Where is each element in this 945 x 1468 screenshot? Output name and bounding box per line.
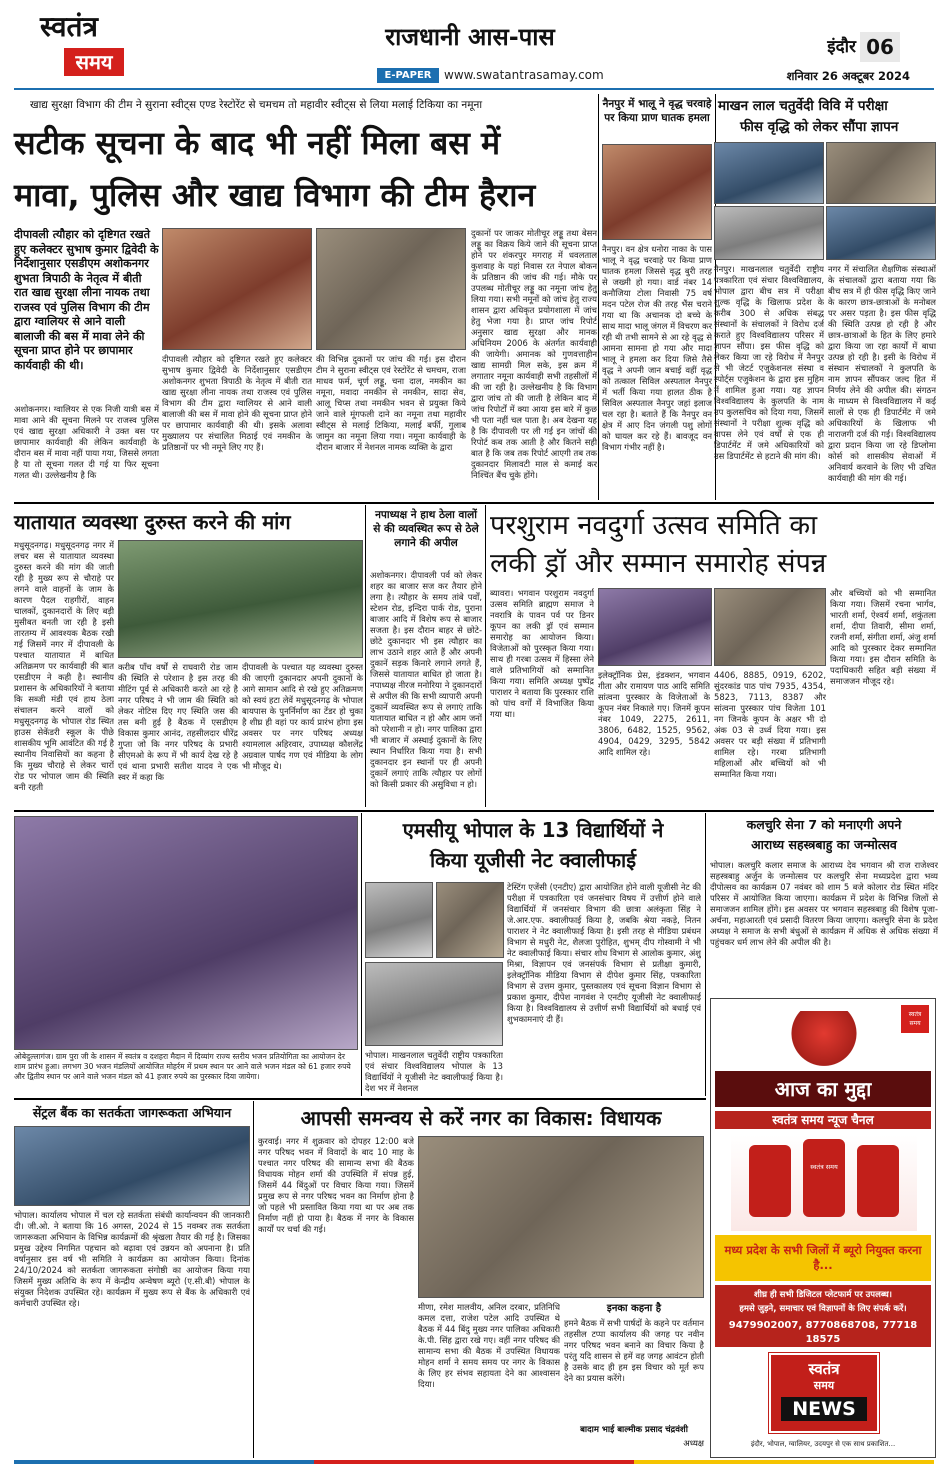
- divider-v1: [598, 94, 599, 500]
- vidhayak-headline: आपसी समन्वय से करें नगर का विकास: विधायक: [300, 1106, 662, 1130]
- makhanlal-col-2: नगर में संचालित शैक्षणिक संस्थाओं के संचालकों द्वारा बताया गया कि बीच सत्र में ही फीस वृद्धि किए जाने के कारण छात्र-छात्राओं के मनोबल पर असर पड़ता है। इस फीस वृद्धि की स्थिति उत्पन्न हो रही है और छात्र-छात्राओं के हित के लिए हमारे द्वारा किया जा रहा कार्यों में बाधा उत्पन्न हो रही है। इसी के विरोध में संस्थान संचालकों ने कुलपति के नाम ज्ञापन सौंपकर जल्द हित में निर्णय लेने की अपील की। संगठन के माध्यम से विश्वविद्यालय में कई सालों से एक ही डिपार्टमेंट में जमे अधिकारियों के खिलाफ भी नाराजगी दर्ज की गई। विश्वविद्यालय द्वारा प्रदान किया जा रहे डिप्लोमा कोर्स को शासकीय सेवाओं में अनिवार्य करवाने के लिए भी उचित कार्यवाही की मांग की गई।: [828, 264, 936, 483]
- makhanlal-photo-2: [826, 142, 936, 204]
- mcu-photo-3: [365, 962, 503, 1046]
- ad-title: आज का मुद्दा: [715, 1071, 931, 1107]
- parshuram-col-2: इलेक्ट्रॉनिक प्रेस, इंडक्शन, भगवान गीता और रामायण पाठ आदि समिति सांत्वना पुरस्कार के विजेताओं के कूपन नंबर निकाले गए। जिनमें कूपन नंबर 1049, 2275, 2611, 3806, 6482, 1525, 9562, 4904, 0429, 3295, 5842 आदि शामिल रहे।: [598, 670, 710, 757]
- makhanlal-photo-4: [826, 206, 936, 260]
- parshuram-headline-2: लकी ड्रॉ और सम्मान समारोह संपन्न: [490, 548, 827, 579]
- central-bank-headline: सेंट्रल बैंक का सतर्कता जागरूकता अभियान: [32, 1105, 232, 1120]
- website-link[interactable]: www.swatantrasamay.com: [444, 68, 604, 82]
- divider-h1: [14, 502, 934, 504]
- ad-footer: इंदौर, भोपाल, ग्वालियर, उदयपुर से एक साथ प्रकाशित...: [750, 1440, 896, 1448]
- divider-h3: [14, 1098, 706, 1100]
- lead-intro: दीपावली त्यौहार को दृष्टिगत रखते हुए कलेक्टर सुभाष कुमार द्विवेदी के निर्देशानुसार एसडीएम अशोकनगर शुभता त्रिपाठी के नेतृत्व में बीती रात खाद्य सुरक्षा लीना नायक तथा राजस्व एवं पुलिस विभाग की टीम द्वारा ग्वालियर से आने वाली बालाजी की बस में मावा लेने की सूचना प्राप्त होने पर छापामार कार्यवाही की थी।: [14, 228, 159, 372]
- traffic-col-1: मधुसूदनगढ़। मधुसूदनगढ़ नगर में लचर बस से यातायात व्यवस्था दुरुस्त करने की मांग की जाती रही है मुख्य रूप से चौराहे पर लगने वाले वाहनों के जाम के कारण पैदल राहगीरों, वाहन चालकों, दुकानदारों के लिए बड़ी मुसीबत बनती जा रही है इसी तारतम्य में आवश्यक बैठक रखी गई जिसमें नगर में दीपावली के पश्चात यातायात में बाधित अतिक्रमण पर कार्यवाही की बात एसडीएम ने कही है। स्थानीय प्रशासन के अधिकारियों ने बताया कि सब्जी मंडी एवं हाथ ठेला संचालन करने वालों को मधुसूदनगढ़ के भोपाल रोड स्थित हाउस सेकेंडरी स्कूल के पीछे शासकीय भूमि आवंटित की गई है स्थानीय निवासियों का कहना है कि मुख्य चौराहे से लेकर चारों रोड पर भोपाल जाम की स्थिति बनी रहती: [14, 540, 114, 792]
- ad-mic-2: [803, 1139, 845, 1217]
- traffic-col-2: करीब पाँच वर्षों से राघवारी रोड जाम की स्थिति से परेशान है इस तरह की मीटिंग पूर्व से अधिकारी करते आ रहे है नगर परिषद ने भी जाम की स्थिति को लेकर नोटिस दिए गए स्थिति जस की तस बनी हुई है बैठक में एसडीएम विकास कुमार आनंद, तहसीलदार धीरेंद्र गुप्ता जो कि नगर परिषद के प्रभारी सीएमओ के रूप में भी कार्य देख रहे है एवं थाना प्रभारी सतीश यादव ने एक स्वर में कहा कि: [118, 662, 238, 782]
- ad-banner: मध्य प्रदेश के सभी जिलों में ब्यूरो नियुक्त करना है...: [715, 1235, 931, 1281]
- thela-headline: नपाध्यक्ष ने हाथ ठेला वालों से की व्यवस्थित रूप से ठेले लगाने की अपील: [373, 509, 479, 549]
- bottom-bar-right: [634, 1460, 934, 1464]
- logo-bottom: समय: [64, 48, 124, 76]
- divider-h2: [14, 810, 934, 812]
- lead-col-1: अशोकनगर। ग्वालियर से एक निजी यात्री बस में मावा आने की सूचना मिलने पर राजस्व पुलिस एवं खाद्य सुरक्षा अधिकारी ने उक्त बस पर छापामार कार्यवाही की लेकिन कार्यवाही के दौरान बस में मावा नहीं पाया गया, जिससे लगता है या तो सूचना गलत दी गई या फिर सूचना गलत थी। उल्लेखनीय है कि: [14, 404, 159, 480]
- section-title: राजधानी आस-पास: [385, 23, 555, 51]
- epaper-badge[interactable]: E-PAPER: [377, 68, 439, 83]
- mcu-headline-2: किया यूजीसी नेट क्वालीफाई: [429, 848, 637, 872]
- ad-cta-1: शीघ्र ही सभी डिजिटल प्लेटफार्म पर उपलब्ध।: [753, 1290, 893, 1300]
- traffic-photo: [118, 540, 363, 658]
- parshuram-col-3: 4406, 8885, 0919, 6202, सुंदरकांड पाठ पांच 7935, 4354, 5823, 7113, 8387 और सांत्वना पुरस्कार पांच विजेता 101 नग जिनके कूपन के अक्षर भी दो अंक 03 से उर्ध्व दिया गया। इस अवसर पर बड़ी संख्या में प्रतिभागी शामिल रहे। गरबा प्रतिभागी महिलाओं और बच्चियों को भी सम्मानित किया गया।: [714, 670, 826, 779]
- makhanlal-photo-3: [714, 206, 824, 260]
- logo-top: स्वतंत्र: [40, 10, 98, 43]
- ad-fist-graphic: [776, 1011, 872, 1067]
- mcu-photo-2: [436, 882, 504, 958]
- ad-phones[interactable]: 9479902007, 8770868708, 77718 18575: [728, 1320, 918, 1345]
- makhanlal-col-1: नैनपुर। माखनलाल चतुर्वेदी राष्ट्रीय पत्रकारिता एवं संचार विश्वविद्यालय, भोपाल द्वारा बीच सत्र में परीक्षा शुल्क वृद्धि के खिलाफ प्रदेश के करीब 300 से अधिक संबद्ध संस्थानों के संचालकों ने विरोध दर्ज कराते हुए विश्वविद्यालय परिसर में ज्ञापन सौंपा। इस फीस वृद्धि को लेकर किया जा रहे विरोध में नैनपुर से भी जेटर्ट एजुकेशनल संस्था व स्पोर्ट्स एजुकेशन के द्वारा इस मुहिम में शामिल हुआ गया। यह ज्ञापन विश्वविद्यालय के कुलपति के नाम उप कुलसचिव को दिया गया, जिसमें संस्थानों ने परीक्षा शुल्क वृद्धि को वापस लेने एवं वर्षों से एक ही डिपार्टमेंट में जमे अधिकारियों को उस डिपार्टमेंट से हटाने की मांग की।: [714, 264, 824, 461]
- masthead-rule: [14, 88, 934, 90]
- mcu-headline-1: एमसीयू भोपाल के 13 विद्यार्थियों ने: [402, 818, 664, 842]
- lead-col-2: दीपावली त्यौहार को दृष्टिगत रखते हुए कलेक्टर सुभाष कुमार द्विवेदी के निर्देशानुसार एसडीएम अशोकनगर शुभता त्रिपाठी के नेतृत्व में बीती रात खाद्य सुरक्षा लीना नायक तथा राजस्व एवं पुलिस विभाग की टीम द्वारा ग्वालियर से आने वाली बालाजी की बस में मावा होने की सूचना प्राप्त होने पर छापामार कार्यवाही की थी। इसके अलावा मुख्यालय पर संचालित मिठाई एवं नमकीन के प्रतिष्ठानों पर भी नमूने लिए गए हैं।: [162, 354, 312, 452]
- parshuram-photo-1: [598, 588, 712, 666]
- bottom-bar-left: [14, 1460, 314, 1464]
- divider-v3: [365, 505, 366, 807]
- traffic-headline: यातायात व्यवस्था दुरुस्त करने की मांग: [14, 510, 291, 534]
- divider-v5: [361, 813, 362, 1096]
- lead-headline-1: सटीक सूचना के बाद भी नहीं मिला बस में: [14, 124, 501, 162]
- ad-cta-2: हमसे जुड़ने, समाचार एवं विज्ञापनों के लिए संपर्क करें।: [739, 1304, 907, 1314]
- makhanlal-headline-1: माखन लाल चतुर्वेदी विवि में परीक्षा: [718, 98, 888, 114]
- bear-body: नैनपुर। वन क्षेत्र धनोरा नाका के पास भालू ने वृद्ध चरवाहे पर किया प्राण घातक हमला जिससे वृद्ध बुरी तरह से जख्मी हो गया। वार्ड नंबर 14 कनौजिया टोला निवासी 75 वर्ष मदन पटेल रोज की तरह भैंस चराने गया था कि अचानक दो बच्चे के साथ मादा भालू जंगल में विचरण कर रही थी तभी सामने से आ रहे वृद्ध से आमना सामना हो गया और मादा भालू ने हमला कर दिया जिसे तैसे वृद्ध ने अपनी जान बचाई वहीं वृद्ध को तत्काल सिविल अस्पताल नैनपुर में भर्ती किया गया हालत ठीक है सिविल अस्पताल नैनपुर जहां इलाज चल रहा है। बताते हैं कि नैनपुर वन क्षेत्र में आए दिन जंगली पशु लोगों को घायल कर रहे हैं। बावजूद वन विभाग गंभीर नहीं है।: [602, 244, 712, 452]
- vidhayak-signature: बादाम भाई बाल्मीक प्रसाद चंद्रवंशी: [580, 1425, 688, 1435]
- mcu-bottom: भोपाल। माखनलाल चतुर्वेदी राष्ट्रीय पत्रकारिता एवं संचार विश्वविद्यालय भोपाल के 13 विद्यार्थियों ने यूजीसी नेट क्वालीफाई किया है। देश भर में नेशनल: [365, 1050, 503, 1093]
- divider-v7: [253, 1101, 254, 1458]
- masthead: [0, 0, 945, 90]
- lead-photo-1: [162, 228, 312, 350]
- lead-col-3: की विभिन्न दुकानों पर जांच की गई। इस दौरान टीम ने सुराना स्वीट्स एवं रेस्टोरेंट से चमचम, राजा माधव फर्म, चूर्ण लड्डू, चना दाल, नमकीन का नमूना, मवादा नमकीन से नमकीन, सादा सेव, आलू चिप्स तथा नमकीन भवन से प्रयुक्त किये जाने वाले मूंगफली दाने का नमूना तथा महावीर स्वीट्स से मलाई टिकिया, मलाई बर्फी, गुलाब जामुन का नमूना लिया गया। नमूना कार्यवाही के दौरान बाजार में नेशनल नामक व्यक्ति के द्वारा: [316, 354, 466, 452]
- vidhayak-col-2: मीणा, रमेश मालवीय, अनिल दरबार, प्रतिनिधि कमल दत्ता, राजेश पटेल आदि उपस्थित थे बैठक में 44 बिंदु मुख्य नगर पालिका अधिकारी के.पी. सिंह द्वारा रखे गए। वहीं नगर परिषद की सामान्य सभा की बैठक में उपस्थित विधायक मोहन शर्मा ने समय समय पर नगर के विकास के लिए हर संभव सहायता देने का आश्वासन दिया।: [418, 1302, 560, 1389]
- mcu-photo-1: [365, 882, 433, 958]
- bhajan-photo: [14, 816, 358, 1050]
- traffic-col-3: दीपावली के पश्चात यह व्यवस्था दुरुस्त की जाएगी दुकानदार अपनी दुकानों के आगे सामान आदि से रखे हुए अतिक्रमण को स्वयं हटा लेवें मधुसूदनगढ़ के भोपाल बायपास के पुनर्निर्माण का टेंडर हो चुका है शीघ्र ही वहां पर कार्य प्रारंभ होगा इस अवसर पर नगर परिषद अध्यक्ष श्यामलाल अहिरवार, उपाध्यक्ष कौशलेंद्र अग्रवाल पार्षद गण एवं मीडिया के लोग भी मौजूद थे।: [242, 662, 363, 771]
- ad-mic-3: [857, 1145, 899, 1217]
- kalchuri-body: भोपाल। कलचुरि कलार समाज के आराध्य देव भगवान श्री राज राजेश्वर सहस्त्रबाहु अर्जुन के जन्मोत्सव पर कलचुरि सेना मध्यप्रदेश द्वारा भव्य दीपोत्सव का कार्यक्रम 07 नवंबर को शाम 5 बजे कोलार रोड स्थित मंदिर परिसर में आयोजित किया जाएगा। कार्यक्रम में प्रदेश के विभिन्न जिलों से समाजजन शामिल होंगे। इस अवसर पर भगवान सहस्त्रबाहु की विशेष पूजा-अर्चना, महाआरती एवं प्रसादी वितरण किया जाएगा। कलचुरि सेना के प्रदेश अध्यक्ष ने समाज के सभी बंधुओं से कार्यक्रम में अधिक से अधिक संख्या में पहुंचकर धर्म लाभ लेने की अपील की है।: [710, 860, 938, 947]
- central-bank-body: भोपाल। कार्यालय भोपाल में चल रहे सतर्कता संबंधी कार्यान्वयन की जानकारी दी। जी.ओ. ने बताया कि 16 अगस्त, 2024 से 15 नवम्बर तक सतर्कता जागरूकता अभियान के विभिन्न कार्यक्रमों की श्रृंखला तैयार की गई है। जिसका प्रमुख उद्देश्य निगमित पहचान को बढ़ावा एवं उन्नयन को अपनाना है। प्रति वर्षानुसार इस वर्ष भी समिति ने कार्यक्रम का आयोजन किया। दिनांक 24/10/2024 को सतर्कता जागरूकता संगोष्ठी का आयोजन किया गया जिसमें मुख्य अतिथि के रूप में केन्द्रीय अन्वेषण ब्यूरो (ए.सी.बी) भोपाल के संयुक्त निदेशक उपस्थित रहे। कार्यक्रम में मुख्य रूप से बैंक के अधिकारी एवं कर्मचारी उपस्थित रहे।: [14, 1210, 250, 1308]
- lead-col-4: दुकानों पर जाकर मोतीचूर लड्डू तथा बेसन लड्डू का विक्रय किये जाने की सूचना प्राप्त होने पर शंकरपुर मगराह में धवलताल कुशवाह के यहां निवास रत नेपाल बोकन के प्रतिष्ठान की जांच की गई। मौके पर उपलब्ध मोतीचूर लड्डू का नमूना जांच हेतु लिया गया। सभी नमूनों को जांच हेतु राज्य शासन द्वारा अधिकृत प्रयोगशाला में जांच हेतु भेजा गया है। प्राप्त जांच रिपोर्ट अनुसार खाद्य सुरक्षा और मानक अधिनियम 2006 के अंतर्गत कार्यवाही की जायेगी। अमानक को गुणवत्ताहीन खाद्य सामग्री मिल सके, इस क्रम में लगातार नमूना कार्यवाही सभी तहसीलों में की जा रही है। उल्लेखनीय है कि विभाग द्वारा जांच तो की जाती है लेकिन बाद में जांच रिपोर्टों में क्या आया इस बारे में कुछ भी पता नहीं चल पाता है। अब देखना यह है कि दीपावली पर ली गई इन जांचों की रिपोर्ट कब तक आती है और कितने सही बात है कि जब तक रिपोर्ट आएगी तब तक दुकानदार मिलावटी माल से कमाई कर निश्चिंत बैंच चुके होंगे।: [471, 228, 597, 480]
- makhanlal-headline-2: फीस वृद्धि को लेकर सौंपा ज्ञापन: [740, 119, 899, 135]
- vidhayak-quote-label: इनका कहना है: [606, 1303, 662, 1314]
- ad-channel: स्वतंत्र समय न्यूज चैनल: [715, 1111, 931, 1129]
- ad-news-logo: [769, 1353, 879, 1433]
- kalchuri-headline-1: कलचुरि सेना 7 को मनाएगी अपने: [746, 817, 902, 832]
- vidhayak-col-3: हमने बैठक में सभी पार्षदों के कहने पर वर्तमान तहसील टप्पा कार्यालय की जगह पर नवीन नगर परिषद भवन बनाने का विचार किया है परंतु यदि शासन से हमें वह जगह आवंटन होती है उसके बाद ही हम इस विचार को मूर्त रूप देने का प्रयास करेंगे।: [564, 1318, 704, 1383]
- parshuram-col-4: और बच्चियों को भी सम्मानित किया गया। जिसमें रचना भार्गव, भारती शर्मा, ऐश्वर्य शर्मा, शकुंतला शर्मा, दीपा तिवारी, सीमा शर्मा, रजनी शर्मा, संगीता शर्मा, अंजु शर्मा आदि को पुरस्कार देकर सम्मानित किया गया। इस दौरान समिति के पदाधिकारी सहित बड़ी संख्या में समाजजन मौजूद रहे।: [830, 588, 936, 686]
- vidhayak-signature-role: अध्यक्ष: [683, 1439, 704, 1449]
- bear-photo: [602, 144, 712, 240]
- ad-mic-1: [749, 1145, 791, 1217]
- lead-photo-2: [316, 228, 466, 350]
- bhajan-caption: ओबेदुल्लागंज। ग्राम पुरा जी के शासन में स्वतंत्र व दशहरा मैदान में दिव्यांग राज्य स्तरीय भजन प्रतियोगिता का आयोजन देर शाम प्रारंभ हुआ। लगभग 30 भजन मंडलियों आयोजित मोहर्रम में प्रथम स्थान पर आने वाले भजन मंडल को 61 हजार रुपये और द्वितीय स्थान पर आने वाले भजन मंडल को 41 हजार रुपये का पुरस्कार दिया जायेगा।: [14, 1052, 351, 1081]
- vidhayak-photo: [418, 1136, 704, 1298]
- kalchuri-headline-2: आराध्य सहस्त्रबाहु का जन्मोत्सव: [751, 837, 897, 852]
- ad-mic-graphic: [731, 1135, 917, 1231]
- lead-headline-2: मावा, पुलिस और खाद्य विभाग की टीम हैरान: [14, 176, 536, 214]
- page-number: 06: [860, 32, 900, 62]
- thela-body: अशोकनगर। दीपावली पर्व को लेकर शहर का बाजार सज कर तैयार होने लगा है। त्यौहार के समय तांबे पर्वों, स्टेशन रोड, इन्दिरा पार्क रोड, पुराना बाजार आदि में विशेष रूप से बाजार सजता है। इस दौरान बाहर से छोटे-छोटे दुकानदार भी इस त्यौहार का लाभ उठाने शहर आते हैं और अपनी दुकानें सड़क किनारे लगाने लगते हैं, जिससे यातायात बाधित हो जाता है। नपाध्यक्ष नीरज मनोरिया ने दुकानदारों से अपील की कि सभी व्यापारी अपनी दुकानें व्यवस्थित रूप से लगाएं ताकि यातायात बाधित न हो और आम जनों को परेशानी न हो। नगर पालिका द्वारा भी बाजार में अस्थाई दुकानों के लिए स्थान निर्धारित किया गया है। सभी दुकानदार इन स्थानों पर ही अपनी दुकानें लगाएं ताकि त्यौहार पर लोगों को किसी प्रकार की असुविधा न हो।: [370, 570, 482, 789]
- vidhayak-col-1: कुरवाई। नगर में शुक्रवार को दोपहर 12:00 बजे नगर परिषद भवन में विवादों के बाद 10 माह के पश्चात नगर परिषद की सामान्य सभा की बैठक विधायक मोहन शर्मा की उपस्थिति में संपन्न हुई, जिसमें 44 बिंदुओं पर विचार किया गया। जिसमें प्रमुख रूप से नगर परिषद भवन का निर्माण होना है जो पहले भी प्रस्तावित किया गया था पर अब तक निर्माण नहीं हो पाया है। बैठक में नगर के विकास कार्यों पर चर्चा की गई।: [258, 1136, 414, 1234]
- divider-v4: [485, 505, 486, 807]
- ad-top-logo-line2: समय: [909, 1020, 921, 1027]
- makhanlal-photo-1: [714, 142, 824, 204]
- logo: [14, 10, 124, 88]
- ad-box: [710, 998, 936, 1458]
- ad-news-logo-line1: स्वतंत्र: [808, 1360, 840, 1378]
- ad-top-logo-line1: स्वतंत्र: [908, 1011, 922, 1018]
- parshuram-photo-2: [714, 588, 826, 666]
- central-bank-photo: [14, 1126, 250, 1206]
- divider-v6: [705, 813, 706, 1096]
- ad-news-logo-line3: NEWS: [781, 1397, 867, 1421]
- bottom-bar-mid: [314, 1460, 634, 1464]
- parshuram-col-1: ब्यावरा। भगवान परशुराम नवदुर्गा उत्सव समिति ब्राह्मण समाज ने नवरात्रि के पावन पर्व पर डिनर कूपन का लकी ड्रॉ एवं सम्मान समारोह का आयोजन किया। विजेताओं को पुरस्कृत किया गया। साथ ही गरबा उत्सव में हिस्सा लेने वाले प्रतिभागियों को सम्मानित किया गया। समिति अध्यक्ष पुष्पेंद्र पाराशर ने बताया कि पुरस्कार राशि को पांच वर्गों में विभाजित किया गया था।: [490, 588, 594, 719]
- bear-headline: नैनपुर में भालू ने वृद्ध चरवाहे पर किया प्राण घातक हमला: [602, 98, 712, 124]
- ad-top-logo: [901, 1005, 929, 1033]
- ad-cta-box: [715, 1285, 931, 1347]
- ad-mic-label: स्वतंत्र समय: [810, 1163, 838, 1171]
- ad-news-logo-line2: समय: [813, 1379, 835, 1392]
- mcu-body: टेस्टिंग एजेंसी (एनटीए) द्वारा आयोजित होने वाली यूजीसी नेट की परीक्षा में पत्रकारिता एवं जनसंचार विषय में उत्तीर्ण होने वाले विद्यार्थियों में जनसंचार विभाग की छात्रा अलंकृता सिंह ने जे.आर.एफ. क्वालीफाई किया है, जबकि श्रेया नकड़े, नितन पाराशर ने नेट क्वालीफाई किया है। इसी तरह से मीडिया प्रबंधन विभाग से मधुरी नेट, शैलजा पुरोहित, शुभम्‌ दीप गोस्वामी ने भी नेट क्वालीफाई किया। संचार शोध विभाग से आलोक कुमार, अंशु मिश्रा, विज्ञापन एवं जनसंपर्क विभाग से प्रतीक्षा कुमारी, इलेक्ट्रॉनिक मीडिया विभाग से दीपेश कुमार सिंह, पत्रकारिता विभाग से उत्तम कुमार, पुस्तकालय एवं सूचना विज्ञान विभाग से प्रकाश कुमार, दीपेश नागवंश ने एनटीए यूजीसी नेट क्वालीफाई किया है। विश्वविद्यालय से उत्तीर्ण सभी विद्यार्थियों को बधाई एवं शुभकामनाएं दी हैं।: [507, 882, 701, 1024]
- issue-date: शनिवार 26 अक्टूबर 2024: [786, 69, 910, 83]
- city-label: इंदौर: [827, 37, 856, 57]
- parshuram-headline-1: परशुराम नवदुर्गा उत्सव समिति का: [490, 510, 818, 541]
- lead-kicker: खाद्य सुरक्षा विभाग की टीम ने सुराना स्वीट्स एण्ड रेस्टोरेंट से चमचम तो महावीर स्वीट्स से लिया मलाई टिकिया का नमूना: [30, 99, 483, 111]
